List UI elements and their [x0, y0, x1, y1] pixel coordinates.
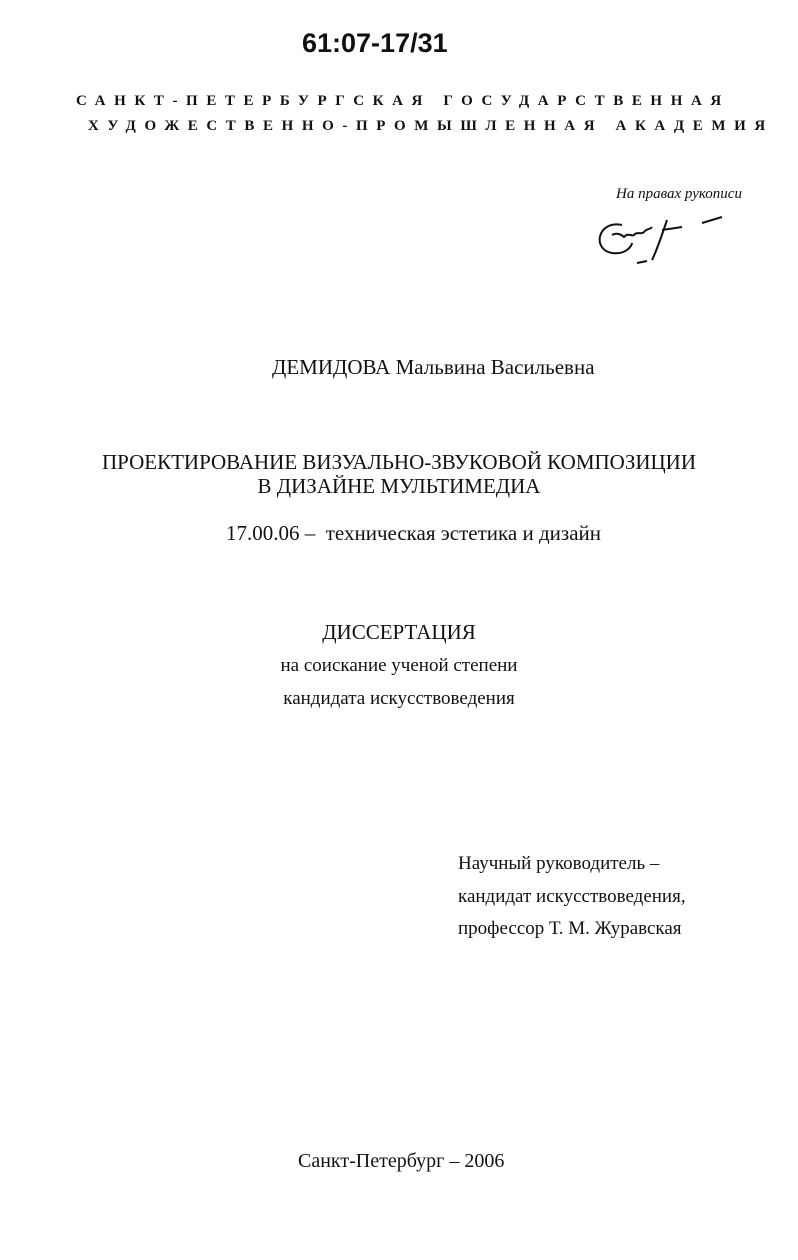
- rights-note: На правах рукописи: [616, 186, 742, 202]
- degree-line-1: на соискание ученой степени: [280, 655, 518, 676]
- advisor-line-2: кандидат искусствоведения,: [458, 886, 686, 907]
- document-type: ДИССЕРТАЦИЯ: [322, 620, 476, 644]
- institution-line-1: САНКТ-ПЕТЕРБУРГСКАЯ ГОСУДАРСТВЕННАЯ: [76, 93, 730, 109]
- degree-line-2: кандидата искусствоведения: [283, 688, 515, 709]
- catalog-code: 61:07-17/31: [302, 28, 448, 58]
- institution-line-2: ХУДОЖЕСТВЕННО-ПРОМЫШЛЕННАЯ АКАДЕМИЯ: [88, 118, 774, 134]
- specialty: 17.00.06 – техническая эстетика и дизайн: [226, 521, 601, 545]
- signature: [592, 205, 732, 275]
- title-line-1: ПРОЕКТИРОВАНИЕ ВИЗУАЛЬНО-ЗВУКОВОЙ КОМПОЗИЦИИ: [101, 450, 697, 474]
- city-year: Санкт-Петербург – 2006: [298, 1150, 505, 1172]
- advisor-line-3: профессор Т. М. Журавская: [458, 918, 682, 939]
- advisor-line-1: Научный руководитель –: [458, 853, 660, 874]
- title-line-2: В ДИЗАЙНЕ МУЛЬТИМЕДИА: [257, 474, 541, 498]
- author-name: ДЕМИДОВА Мальвина Васильевна: [272, 355, 595, 379]
